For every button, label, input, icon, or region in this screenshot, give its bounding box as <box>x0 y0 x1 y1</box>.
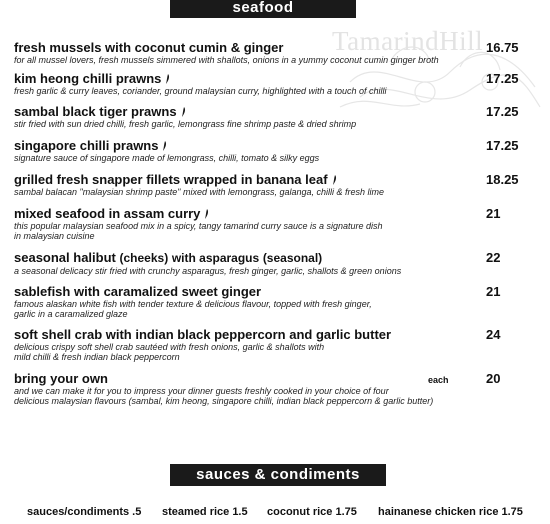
menu-item-price: 21 <box>486 206 501 221</box>
menu-item-description: mild chilli & fresh indian black peppercorn <box>14 352 180 362</box>
menu-item-description: and we can make it for you to impress your dinner guests freshly cooked in your choice of four <box>14 386 389 396</box>
watermark-text: TamarindHill <box>332 26 484 56</box>
menu-item <box>14 327 534 362</box>
menu-item-name-text: mixed seafood in assam curry <box>14 206 201 221</box>
condiment-item: steamed rice 1.5 <box>162 506 248 518</box>
menu-item-price: 20 <box>486 371 501 386</box>
menu-item-price: 21 <box>486 284 501 299</box>
chili-pepper-icon <box>165 74 170 84</box>
menu-item <box>14 71 534 96</box>
menu-item <box>14 284 534 319</box>
menu-item-name: sablefish with caramalized sweet ginger <box>14 284 262 299</box>
chili-pepper-icon <box>204 209 209 219</box>
menu-item-description: sambal balacan "malaysian shrimp paste" mixed with lemongrass, galanga, chilli & fresh lime <box>14 187 385 197</box>
menu-item-name <box>14 71 534 86</box>
menu-item-name-sub: (seasonal) <box>262 251 323 265</box>
menu-item-description: a seasonal delicacy stir fried with crunchy asparagus, fresh ginger, garlic, shallots & green onions <box>14 266 402 276</box>
menu-item-description: famous alaskan white fish with tender texture & delicious flavour, topped with fresh ginger, <box>14 299 372 309</box>
menu-item-name <box>14 104 534 119</box>
menu-item-price: 24 <box>486 327 501 342</box>
menu-item-description: this popular malaysian seafood mix in a spicy, tangy tamarind curry sauce is a signature dish <box>14 221 383 231</box>
menu-item-description: stir fried with sun dried chilli, fresh garlic, lemongrass fine shrimp paste & dried shrimp <box>14 119 357 129</box>
menu-item-name <box>14 250 534 266</box>
menu-item-price: 18.25 <box>486 172 519 187</box>
menu-item <box>14 172 534 197</box>
menu-item-name-text: kim heong chilli prawns <box>14 71 162 86</box>
menu-item-price: 16.75 <box>486 40 519 55</box>
menu-item-price: 22 <box>486 250 501 265</box>
menu-item-name: soft shell crab with indian black peppercorn and garlic butter <box>14 327 392 342</box>
menu-item <box>14 138 534 163</box>
menu-item-name-text: sambal black tiger prawns <box>14 104 177 119</box>
chili-pepper-icon <box>332 175 337 185</box>
menu-item-name: bring your own <box>14 371 108 386</box>
menu-item <box>14 104 534 129</box>
menu-item-description: fresh garlic & curry leaves, coriander, ground malaysian curry, highlighted with a touch of chilli <box>14 86 387 96</box>
menu-item-name-text: singapore chilli prawns <box>14 138 159 153</box>
chili-pepper-icon <box>162 141 167 151</box>
menu-item-name-sub: (cheeks) <box>119 251 169 265</box>
section-banner-sauces-condiments: sauces & condiments <box>170 464 386 486</box>
menu-item-description: garlic in a caramalized glaze <box>14 309 128 319</box>
condiment-item: hainanese chicken rice 1.75 <box>378 506 523 518</box>
menu-item-name-text: seasonal halibut <box>14 250 116 265</box>
menu-item <box>14 40 534 65</box>
menu-item-name <box>14 138 534 153</box>
menu-item-price-unit: each <box>428 375 449 385</box>
chili-pepper-icon <box>181 107 186 117</box>
menu-item-name-mid: with asparagus <box>171 251 260 265</box>
menu-item-name <box>14 172 534 187</box>
menu-item-name <box>14 206 534 221</box>
menu-item-price: 17.25 <box>486 71 519 86</box>
menu-item-name: fresh mussels with coconut cumin & ginger <box>14 40 284 55</box>
menu-item-price: 17.25 <box>486 104 519 119</box>
menu-item-name-text: grilled fresh snapper fillets wrapped in banana leaf <box>14 172 328 187</box>
menu-item <box>14 371 534 406</box>
menu-item-description: in malaysian cuisine <box>14 231 95 241</box>
menu-item-price: 17.25 <box>486 138 519 153</box>
menu-item-description: signature sauce of singapore made of lemongrass, chilli, tomato & silky eggs <box>14 153 320 163</box>
menu-item <box>14 206 534 241</box>
menu-item-description: delicious malaysian flavours (sambal, kim heong, singapore chilli, indian black peppercorn & garlic butter) <box>14 396 434 406</box>
condiment-item: sauces/condiments .5 <box>27 506 142 518</box>
menu-item-description: for all mussel lovers, fresh mussels simmered with shallots, onions in a yummy coconut cumin ginger broth <box>14 55 439 65</box>
menu-item-description: delicious crispy soft shell crab sautéed with fresh onions, garlic & shallots with <box>14 342 325 352</box>
menu-item <box>14 250 534 276</box>
condiment-item: coconut rice 1.75 <box>267 506 357 518</box>
section-banner-seafood: seafood <box>170 0 356 18</box>
